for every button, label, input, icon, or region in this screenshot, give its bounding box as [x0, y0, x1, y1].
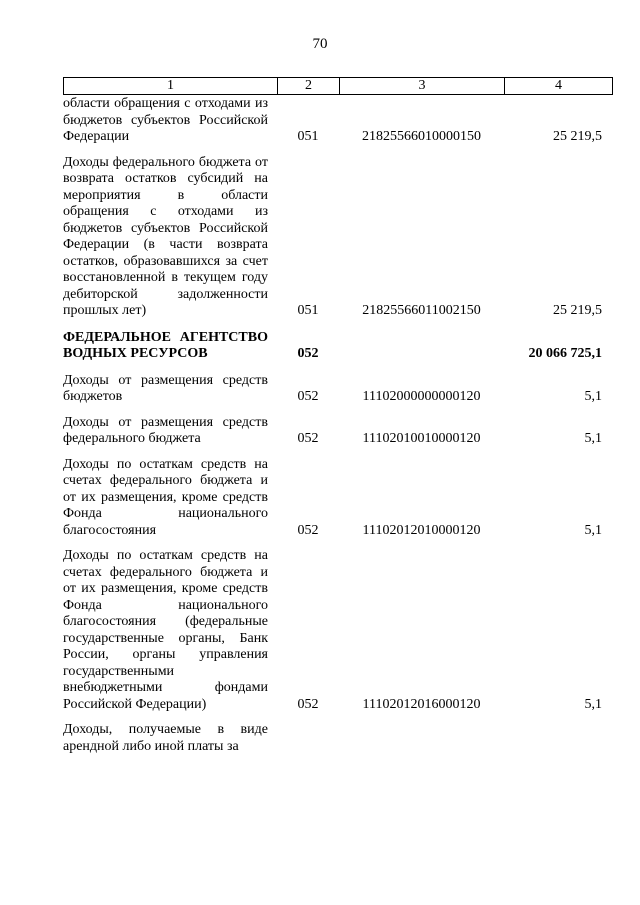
- row-description: ФЕДЕРАЛЬНОЕ АГЕНТСТВО ВОДНЫХ РЕСУРСОВ: [63, 329, 268, 361]
- row-description: Доходы федерального бюджета от возврата остатков субсидий на мероприятия в области обращения с отходами из бюджетов субъектов Российской Федерации (в части возврата остатков, образовавшихся за счет восстановленной в текущем году дебиторской задолженности прошлых лет): [63, 154, 268, 318]
- page-number: 70: [312, 36, 328, 52]
- row-description: Доходы от размещения средств бюджетов: [63, 372, 268, 404]
- row-amount: 5,1: [584, 389, 602, 404]
- row-amount: 5,1: [584, 696, 602, 712]
- table-row: [63, 457, 613, 540]
- table-row-agency: [63, 330, 613, 363]
- row-budget-code: 21825566011002150: [362, 303, 481, 318]
- header-col-1: 1: [64, 78, 278, 94]
- table-header: [63, 77, 613, 95]
- row-budget-code: 11102012016000120: [362, 696, 481, 712]
- row-description: Доходы по остаткам средств на счетах федерального бюджета и от их размещения, кроме средств Фонда национального благосостояния: [63, 456, 268, 538]
- row-amount: 25 219,5: [553, 129, 602, 144]
- header-col-2: 2: [278, 78, 340, 94]
- row-description: Доходы, получаемые в виде арендной либо иной платы за: [63, 722, 268, 754]
- row-amount: 20 066 725,1: [528, 346, 602, 361]
- row-admin-code: 051: [297, 303, 319, 318]
- table-row: [63, 373, 613, 406]
- table-row: [63, 96, 613, 146]
- row-budget-code: 21825566010000150: [362, 129, 481, 144]
- header-col-3: 3: [340, 78, 505, 94]
- row-admin-code: 052: [297, 431, 319, 446]
- row-admin-code: 052: [297, 522, 319, 538]
- table-row: [63, 415, 613, 448]
- row-description: Доходы по остаткам средств на счетах федерального бюджета и от их размещения, кроме средств Фонда национального благосостояния (федеральные государственные органы, Банк России, органы управления государственными внебюджетными фондами Российской Федерации): [63, 548, 268, 712]
- row-amount: 25 219,5: [553, 303, 602, 318]
- row-budget-code: 11102012010000120: [362, 522, 481, 538]
- table-row: [63, 155, 613, 320]
- table-body: [63, 96, 613, 764]
- row-admin-code: 052: [297, 696, 319, 712]
- row-description: Доходы от размещения средств федерального бюджета: [63, 414, 268, 446]
- header-col-4: 4: [555, 78, 562, 93]
- row-amount: 5,1: [584, 522, 602, 538]
- row-budget-code: 11102000000000120: [362, 389, 481, 404]
- row-budget-code: 11102010010000120: [362, 431, 481, 446]
- table-row: [63, 722, 613, 755]
- row-admin-code: 052: [297, 346, 319, 361]
- row-description: области обращения с отходами из бюджетов субъектов Российской Федерации: [63, 96, 268, 144]
- row-amount: 5,1: [584, 431, 602, 446]
- row-admin-code: 052: [297, 389, 319, 404]
- table-row: [63, 548, 613, 713]
- row-admin-code: 051: [297, 129, 319, 144]
